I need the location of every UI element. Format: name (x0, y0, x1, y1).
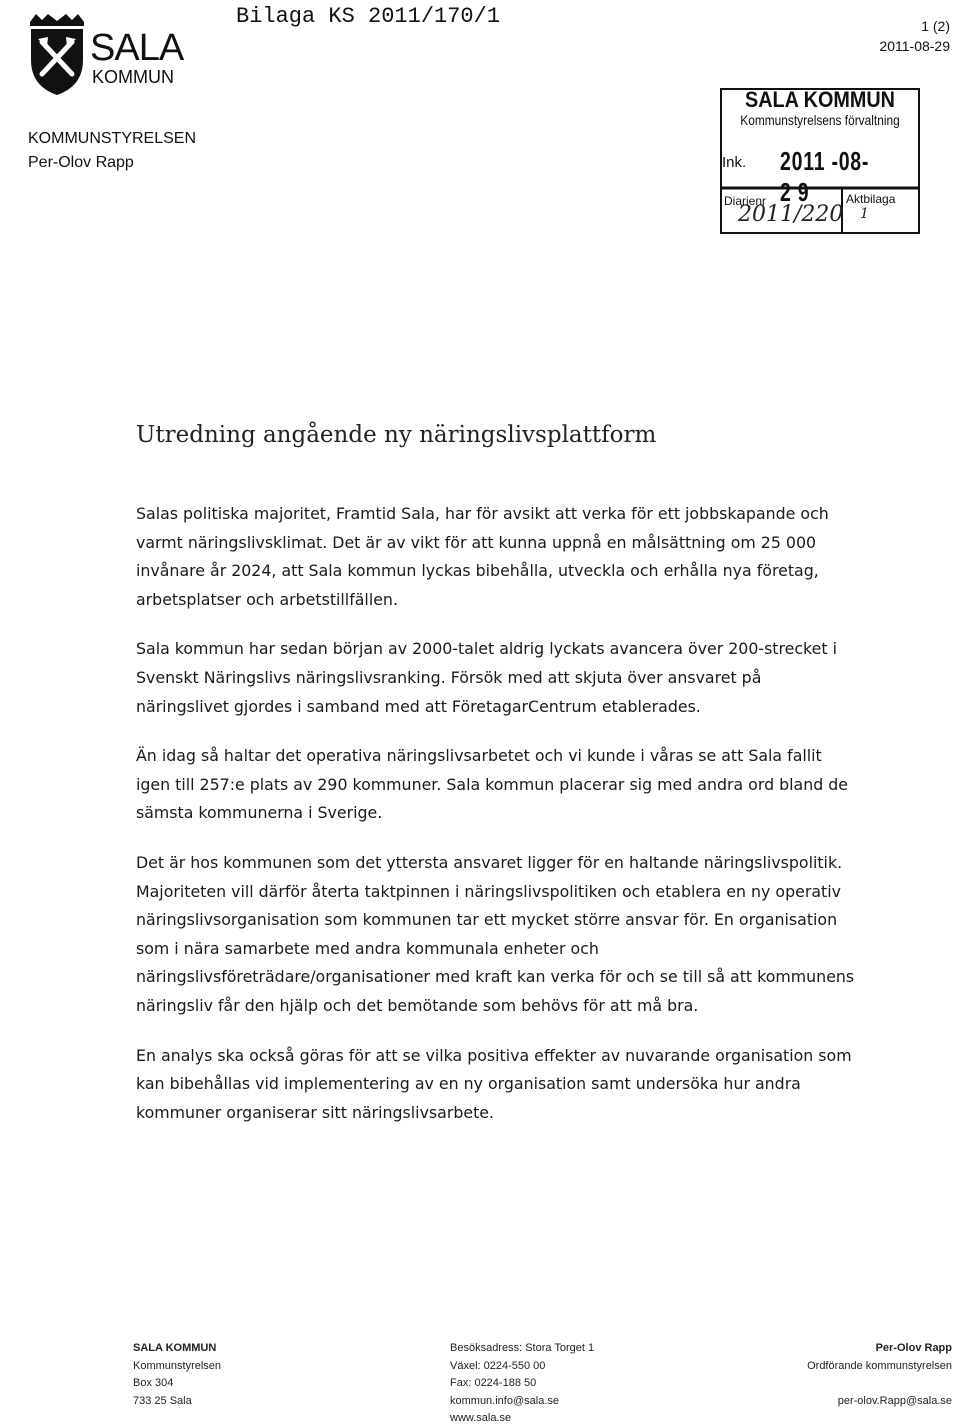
received-stamp (720, 88, 920, 234)
document-date: 2011-08-29 (879, 38, 950, 54)
footer-web-link[interactable]: www.sala.se (450, 1412, 512, 1424)
paragraph: Än idag så haltar det operativa näringslivsarbetet och vi kunde i våras se att Sala fallit igen till 257:e plats av 290 kommuner. Sala kommun placerar sig med andra ord bland de sämsta kommunerna i Sverige. (136, 746, 849, 823)
stamp-subtitle: Kommunstyrelsens förvaltning (740, 112, 900, 128)
footer-postal: 733 25 Sala (133, 1394, 192, 1407)
footer-person-title: Ordförande kommunstyrelsen (807, 1359, 952, 1372)
stamp-received-date: 2011 -08- 2 9 (780, 146, 870, 207)
stamp-title: SALA KOMMUN (745, 87, 895, 112)
page-number: 1 (2) (921, 18, 950, 34)
stamp-aktbilaga-label: Aktbilaga (846, 192, 896, 206)
footer-org-name: SALA KOMMUN (133, 1342, 217, 1354)
footer-visit-address: Besöksadress: Stora Torget 1 (450, 1342, 595, 1354)
department-name: KOMMUNSTYRELSEN (28, 130, 197, 147)
document-body (136, 500, 856, 1148)
footer-box: Box 304 (133, 1377, 174, 1389)
author-name: Per-Olov Rapp (28, 154, 134, 171)
document-title: Utredning angående ny näringslivsplattform (136, 422, 657, 448)
footer-person-name: Per-Olov Rapp (875, 1342, 952, 1354)
appendix-reference: Bilaga KS 2011/170/1 (236, 4, 501, 29)
footer-org-unit: Kommunstyrelsen (133, 1359, 222, 1372)
stamp-diarie-number: 2011/220 (738, 202, 844, 227)
footer-contact (450, 1340, 594, 1428)
footer-email-link[interactable]: kommun.info@sala.se (450, 1394, 559, 1407)
stamp-diarie-label: Diarienr (724, 194, 767, 208)
paragraph: En analys ska också göras för att se vilka positiva effekter av nuvarande organisation som kan bibehållas vid implementering av en ny organisation samt undersöka hur andra kommuner organiserar sitt näringslivsarbete. (136, 1045, 852, 1122)
paragraph: Salas politiska majoritet, Framtid Sala, har för avsikt att verka för ett jobbskapande och varmt näringslivsklimat. Det är av vikt för att kunna uppnå en målsättning om 25 000 invånare år 2024, att Sala kommun lyckas bibehålla, utveckla och erhålla nya företag, arbetsplatser och arbetstillfällen. (136, 504, 829, 609)
logo-subtitle: KOMMUN (92, 67, 174, 87)
footer-fax: Fax: 0224-188 50 (450, 1377, 537, 1389)
paragraph: Sala kommun har sedan början av 2000-talet aldrig lyckats avancera över 200-strecket i Svenskt Näringslivs näringslivsranking. Försök med att skjuta över ansvaret på näringslivet gjordes i samband med att FöretagarCentrum etablerades. (136, 639, 837, 716)
paragraph: Det är hos kommunen som det yttersta ansvaret ligger för en haltande näringslivspolitik. Majoriteten vill därför återta taktpinnen i näringslivspolitiken och etablera en ny operativ näringslivsorganisation som kommunen tar ett mycket större ansvar för. En organisation som i nära samarbete med andra kommunala enheter och näringslivsföreträdare/organisationer med kraft kan verka för och se till så att kommunens näringsliv får den hjälp och det bemötande som behövs för att må bra. (136, 852, 855, 1015)
logo-wordmark: SALA (90, 27, 184, 69)
footer-spacer (807, 1375, 952, 1393)
stamp-ink-label: Ink. (722, 154, 747, 171)
footer-person (807, 1340, 952, 1410)
footer-organization (133, 1340, 221, 1410)
municipal-coat-of-arms-logo (28, 12, 86, 96)
footer-person-email-link[interactable]: per-olov.Rapp@sala.se (837, 1394, 952, 1407)
stamp-aktbilaga-number: 1 (860, 206, 869, 222)
footer-phone: Växel: 0224-550 00 (450, 1359, 546, 1372)
